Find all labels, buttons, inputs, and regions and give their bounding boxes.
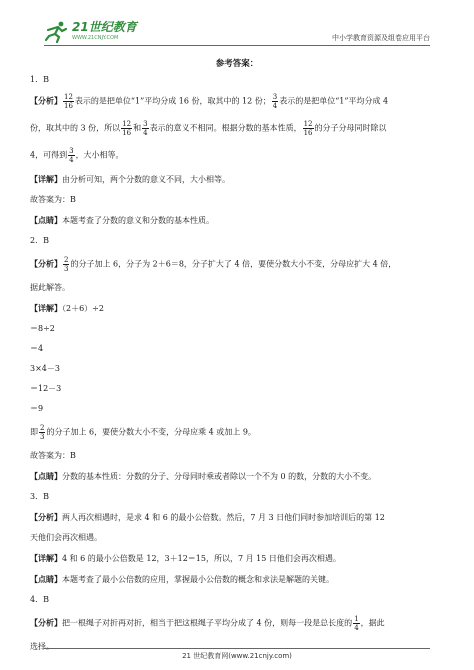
analysis-tag: 【分析】	[30, 617, 62, 628]
page-footer[interactable]: 21 世纪教育网(www.21cnjy.com)	[182, 652, 292, 660]
q1-analysis-line-2: 份，取其中的 3 份，所以 $\frac{12}{16}$ 和 $\frac{3}{4}$ 表示的意义不相同。根据分数的基本性质， $\frac{12}{16}$ 的分子分母同时除以	[30, 120, 387, 137]
answer-content	[30, 52, 444, 662]
q2-analysis-line-2: 据此解答。	[30, 283, 70, 292]
header-divider	[44, 45, 430, 46]
fraction: $\frac{2}{3}$	[64, 256, 69, 273]
q2-final-answer: 故答案为：B	[30, 451, 76, 460]
q2-calc-3: ＝4	[30, 344, 44, 353]
q2-detail-calc-1: 【详解】（2＋6）÷2	[30, 303, 104, 313]
comment-tag: 【点睛】	[30, 471, 62, 481]
q3-detail: 【详解】4 和 6 的最小公倍数是 12，3＋12＝15，所以，7 月 15 日他们会再次相遇。	[30, 553, 341, 563]
q2-calc-5: ＝12－3	[30, 384, 62, 393]
detail-tag: 【详解】	[30, 553, 62, 563]
fraction: $\frac{1}{4}$	[354, 615, 359, 632]
q1-comment: 【点睛】本题考查了分数的意义和分数的基本性质。	[30, 215, 214, 225]
q4-analysis-line-2: 选择。	[30, 642, 54, 651]
q4-analysis-line-1: 【分析】把一根绳子对折再对折，相当于把这根绳子平均分成了 4 份，则每一段是总长度的 $\frac{1}{4}$ ，据此	[30, 615, 385, 632]
logo-url-text: WWW.21CNJY.COM	[72, 34, 119, 41]
fraction: $\frac{12}{16}$	[303, 120, 313, 137]
fraction: $\frac{12}{16}$	[122, 120, 132, 137]
fraction: $\frac{3}{4}$	[143, 120, 148, 137]
footer-divider	[44, 648, 430, 649]
q3-comment: 【点睛】本题考查了最小公倍数的应用，掌握最小公倍数的概念和求法是解题的关键。	[30, 574, 334, 584]
logo-brand-text: 21世纪教育	[72, 19, 137, 34]
q2-analysis-line-1: 【分析】 $\frac{2}{3}$ 的分子加上 6，分子为 2＋6＝8，分子扩大了 4 倍，要使分数大小不变，分母应扩大 4 倍，	[30, 256, 397, 273]
detail-tag: 【详解】	[30, 303, 62, 313]
q1-final-answer: 故答案为：B	[30, 195, 76, 204]
q2-answer: 2．B	[30, 236, 49, 245]
q3-answer: 3．B	[30, 492, 49, 501]
q1-answer: 1．B	[30, 75, 49, 84]
q1-analysis-line-3: 4，可得到 $\frac{3}{4}$ ，大小相等。	[30, 147, 124, 164]
q3-analysis-line-1: 【分析】两人再次相遇时，是求 4 和 6 的最小公倍数。然后，7 月 3 日他们同时参加培训后的第 12	[30, 512, 385, 522]
comment-tag: 【点睛】	[30, 574, 62, 584]
page-title: 参考答案：	[215, 59, 259, 69]
comment-tag: 【点睛】	[30, 215, 62, 225]
page-header	[44, 20, 430, 46]
analysis-tag: 【分析】	[30, 258, 62, 269]
q2-calc-2: ＝8÷2	[30, 324, 55, 333]
analysis-tag: 【分析】	[30, 95, 62, 106]
site-logo[interactable]	[44, 20, 137, 44]
q2-calc-4: 3×4－3	[30, 364, 60, 373]
header-tagline: 中小学教育资源及组卷应用平台	[332, 34, 430, 42]
q2-comment: 【点睛】分数的基本性质：分数的分子、分母同时乘或者除以一个不为 0 的数，分数的大小不变。	[30, 471, 377, 481]
q2-summary: 即 $\frac{2}{3}$ 的分子加上 6，要使分数大小不变，分母应乘 4 或加上 9。	[30, 424, 256, 441]
analysis-tag: 【分析】	[30, 512, 62, 522]
fraction: $\frac{3}{4}$	[69, 147, 74, 164]
q1-analysis-line-1: 【分析】 $\frac{12}{16}$ 表示的是把单位“1”平均分成 16 份，取其中的 12 份； $\frac{3}{4}$ 表示的是把单位“1”平均分成 4	[30, 93, 389, 110]
runner-logo-icon	[44, 21, 70, 43]
detail-tag: 【详解】	[30, 174, 62, 184]
q3-analysis-line-2: 天他们会再次相遇。	[30, 533, 102, 542]
q4-answer: 4．B	[30, 595, 49, 604]
fraction: $\frac{12}{16}$	[64, 93, 73, 110]
q1-detail: 【详解】由分析可知，两个分数的意义不同，大小相等。	[30, 174, 230, 184]
q2-calc-6: ＝9	[30, 404, 44, 413]
fraction: $\frac{3}{4}$	[272, 93, 278, 110]
fraction: $\frac{2}{3}$	[40, 424, 45, 441]
